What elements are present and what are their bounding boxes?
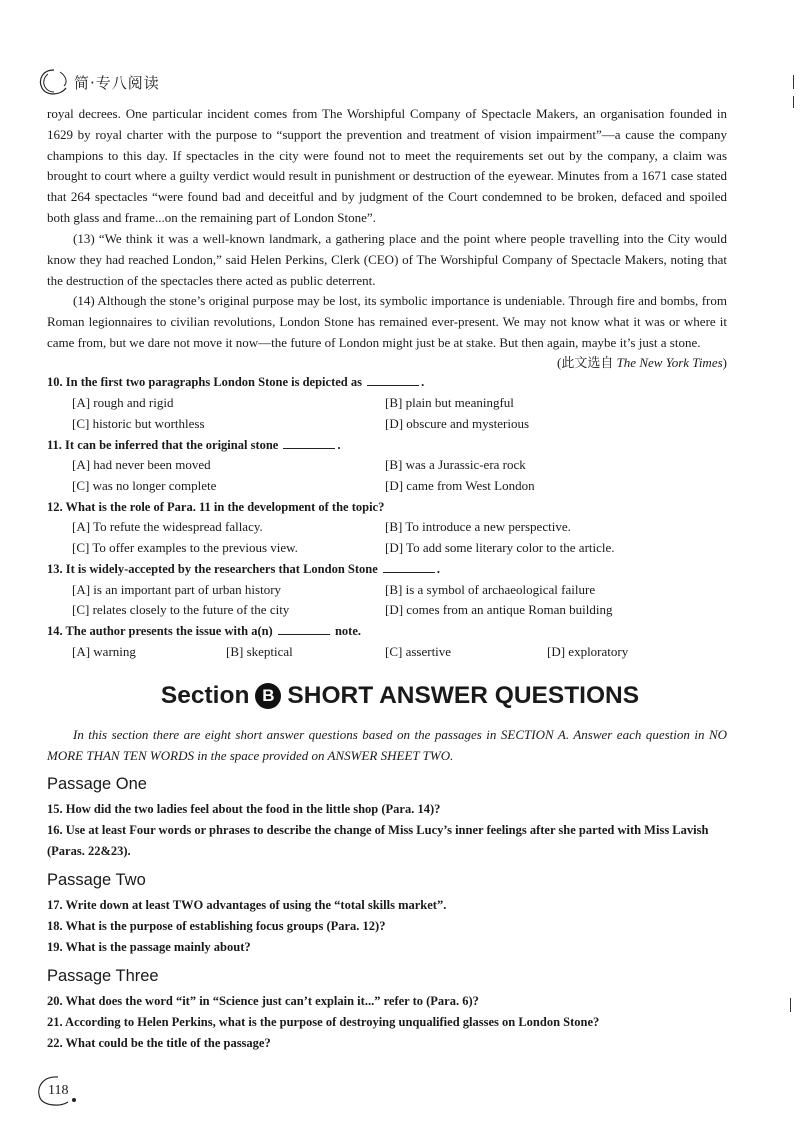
answer-blank[interactable] — [283, 436, 335, 449]
passage-one-heading: Passage One — [47, 775, 147, 793]
question-17: 17. Write down at least TWO advantages of using the “total skills market”. — [47, 898, 447, 912]
option-14a[interactable]: [A] warning — [72, 644, 136, 659]
option-11b[interactable]: [B] was a Jurassic-era rock — [385, 457, 526, 472]
section-heading — [0, 682, 800, 710]
question-15: 15. How did the two ladies feel about the food in the little shop (Para. 14)? — [47, 802, 441, 816]
edge-mark — [793, 96, 794, 108]
question-20: 20. What does the word “it” in “Science just can’t explain it...” refer to (Para. 6)? — [47, 994, 479, 1008]
option-13a[interactable]: [A] is an important part of urban history — [72, 582, 282, 597]
question-12: 12. What is the role of Para. 11 in the development of the topic? — [47, 500, 385, 514]
question-10: 10. In the first two paragraphs London Stone is depicted as . — [47, 375, 425, 389]
section-instructions: In this section there are eight short answer questions based on the passages in SECTION A. Answer each question in NO MORE THAN TEN WORDS in the space provided on ANSWER SHEET TWO. — [47, 727, 727, 763]
option-11a[interactable]: [A] had never been moved — [72, 457, 211, 472]
answer-blank[interactable] — [383, 560, 435, 573]
question-16: 16. Use at least Four words or phrases to describe the change of Miss Lucy’s inner feelings after she parted with Miss Lavish (Paras. 22&23). — [47, 823, 709, 858]
option-13b[interactable]: [B] is a symbol of archaeological failure — [385, 582, 596, 597]
section-letter-badge: B — [255, 683, 281, 709]
option-11d[interactable]: [D] came from West London — [385, 478, 535, 493]
edge-mark — [793, 75, 794, 89]
page-number-text: 118 — [48, 1083, 69, 1098]
passage-three-heading: Passage Three — [47, 967, 159, 985]
edge-mark — [790, 998, 791, 1012]
option-12c[interactable]: [C] To offer examples to the previous view. — [72, 540, 298, 555]
option-12b[interactable]: [B] To introduce a new perspective. — [385, 519, 571, 534]
section-word: Section — [160, 682, 250, 709]
page-header — [36, 66, 160, 98]
question-18: 18. What is the purpose of establishing focus groups (Para. 12)? — [47, 919, 386, 933]
section-title: SHORT ANSWER QUESTIONS — [287, 682, 640, 709]
question-21: 21. According to Helen Perkins, what is the purpose of destroying unqualified glasses on London Stone? — [47, 1015, 600, 1029]
option-10a[interactable]: [A] rough and rigid — [72, 395, 174, 410]
option-10c[interactable]: [C] historic but worthless — [72, 416, 205, 431]
question-22: 22. What could be the title of the passage? — [47, 1036, 271, 1050]
question-13: 13. It is widely-accepted by the researchers that London Stone . — [47, 562, 441, 576]
source-title: The New York Times — [616, 355, 723, 371]
paragraph-14 — [47, 291, 727, 374]
page-number — [34, 1074, 82, 1108]
paragraph-13: (13) “We think it was a well-known landmark, a gathering place and the point where people travelling into the City would know they had reached London,” said Helen Perkins, Clerk (CEO) of The Worshipful Company of Spectacle Makers, noting that the destruction of the spectacles there acted as public deterrent. — [47, 231, 727, 288]
option-12a[interactable]: [A] To refute the widespread fallacy. — [72, 519, 263, 534]
passage-two-heading: Passage Two — [47, 871, 146, 889]
paragraph-14-text: (14) Although the stone’s original purpose may be lost, its symbolic importance is undeniable. Through fire and bombs, from Roman legionnaires to civilian revolutions, London Stone has remained ever-present. We may not know what it was or where it came from, but we dare not move it now—the future of London might just be at stake. But then again, maybe it’s just a stone. — [47, 293, 727, 350]
paragraph-12-continuation: royal decrees. One particular incident comes from The Worshipful Company of Spectacle Makers, an organisation founded in 1629 by royal charter with the purpose to “support the prevention and treatment of vision impairment”—a cause the company champions to this day. If spectacles in the city were found not to meet the requirements set out by the company, a claim was brought to court where a guilty verdict would result in punishment or destruction of the eyewear. Minutes from a 1671 case stated that 264 spectacles “were found bad and deceitful and by judgment of the Court condemned to be broken, defaced and spoiled both glass and frame...on the remaining part of London Stone”. — [47, 106, 727, 225]
option-13d[interactable]: [D] comes from an antique Roman building — [385, 602, 613, 617]
source-citation: (此文选自 The New York Times) — [556, 355, 727, 371]
answer-blank[interactable] — [278, 622, 330, 635]
option-14d[interactable]: [D] exploratory — [547, 644, 629, 659]
swirl-logo-icon — [36, 66, 72, 98]
option-11c[interactable]: [C] was no longer complete — [72, 478, 217, 493]
option-10d[interactable]: [D] obscure and mysterious — [385, 416, 530, 431]
option-14b[interactable]: [B] skeptical — [226, 644, 293, 659]
answer-blank[interactable] — [367, 373, 419, 386]
option-14c[interactable]: [C] assertive — [385, 644, 452, 659]
question-14: 14. The author presents the issue with a(n) note. — [47, 624, 362, 638]
option-13c[interactable]: [C] relates closely to the future of the city — [72, 602, 290, 617]
option-10b[interactable]: [B] plain but meaningful — [385, 395, 514, 410]
question-11: 11. It can be inferred that the original stone . — [47, 438, 341, 452]
option-12d[interactable]: [D] To add some literary color to the article. — [385, 540, 615, 555]
header-title: 简·专八阅读 — [74, 73, 160, 92]
question-19: 19. What is the passage mainly about? — [47, 940, 251, 954]
